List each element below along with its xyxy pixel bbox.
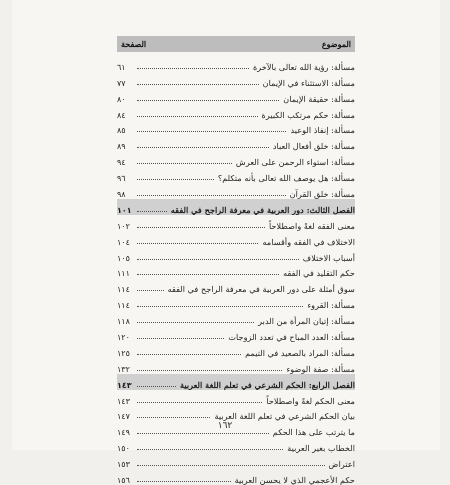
toc-entry-title: الخطاب بغير العربية	[287, 443, 355, 454]
toc-entry	[117, 215, 355, 231]
dot-leader	[137, 211, 167, 212]
dot-leader	[137, 481, 231, 482]
dot-leader	[137, 322, 254, 323]
toc-entry-page: ٧٧	[117, 78, 126, 88]
toc-entry-page: ٨٤	[117, 110, 126, 120]
dot-leader	[137, 259, 299, 260]
toc-entry-title: معنى الفقه لغةً واصطلاحاً	[268, 220, 355, 231]
toc-entry	[117, 469, 355, 485]
toc-entry-page: ١٤٩	[117, 428, 130, 438]
toc-entry-title: مسألة: القروء	[307, 300, 355, 311]
toc-entry-title: حكم الأعجمي الذي لا يحسن العربية	[234, 475, 355, 485]
toc-entry-title: مسألة: خلق القرآن	[289, 189, 355, 200]
toc-entry	[117, 326, 355, 342]
dot-leader	[137, 131, 286, 132]
toc-entry-page: ١٠٢	[117, 221, 130, 231]
dot-leader	[137, 354, 241, 355]
toc-entry-title: اعتراض	[328, 459, 355, 470]
toc-chapter-heading	[117, 199, 355, 215]
toc-entry	[117, 135, 355, 151]
toc-entry	[117, 231, 355, 247]
toc-entry-page: ١١٨	[117, 317, 130, 327]
dot-leader	[137, 306, 303, 307]
toc-entry-title: مسألة: رؤية الله تعالى بالآخرة	[252, 61, 355, 72]
toc-entry	[117, 278, 355, 294]
toc-entry-title: مسألة: الاستثناء في الإيمان	[262, 77, 355, 88]
toc-entry-page: ١٥٣	[117, 460, 130, 470]
toc-entry	[117, 247, 355, 263]
toc-entry-page: ١٤٣	[117, 396, 130, 406]
toc-entry	[117, 72, 355, 88]
toc-entry-page: ٩٨	[117, 190, 126, 200]
toc-entry-page: ١١١	[117, 269, 130, 279]
toc-entry	[117, 56, 355, 72]
toc-entry	[117, 406, 355, 422]
toc-entry-page: ٦١	[117, 62, 126, 72]
toc-entry-page: ٩٦	[117, 174, 126, 184]
toc-entry	[117, 151, 355, 167]
dot-leader	[137, 417, 210, 418]
toc-entry-page: ٩٤	[117, 158, 126, 168]
toc-entry-page: ٨٩	[117, 142, 126, 152]
toc-entry-title: مسألة: إتيان المرأة من الدبر	[258, 316, 355, 327]
toc-entry-title: مسألة: صفة الوضوء	[286, 363, 355, 374]
dot-leader	[137, 195, 286, 196]
toc-entry-title: الاختلاف في الفقه وأقسامه	[262, 236, 355, 247]
toc-entry	[117, 294, 355, 310]
toc-entry-page: ١٥٦	[117, 476, 130, 485]
toc-entry	[117, 390, 355, 406]
toc-entry-title: سوق أمثلة على دور العربية في معرفة الراجح في الفقه	[167, 284, 355, 295]
toc-entry-page: ١٢٥	[117, 348, 130, 358]
toc-entry-title: مسألة: هل يوصف الله تعالى بأنه متكلم؟	[217, 173, 355, 184]
topic-column-label: الموضوع	[321, 39, 351, 49]
toc-entry	[117, 120, 355, 136]
toc-entry	[117, 453, 355, 469]
toc-entry	[117, 437, 355, 453]
toc-entry	[117, 183, 355, 199]
toc-entry	[117, 358, 355, 374]
page-number: ١٦٢	[217, 421, 233, 431]
toc-entry	[117, 310, 355, 326]
page-column-label: الصفحة	[121, 39, 147, 49]
toc-entry	[117, 104, 355, 120]
dot-leader	[137, 68, 249, 69]
dot-leader	[137, 274, 279, 275]
toc-entry-page: ١٠٤	[117, 237, 130, 247]
toc-entry-page: ١٤٣	[117, 380, 132, 390]
dot-leader	[137, 433, 269, 434]
toc-entry-title: مسألة: حقيقة الإيمان	[283, 93, 355, 104]
toc-entry-title: حكم التقليد في الفقه	[283, 268, 355, 279]
toc-entry-page: ١٢٠	[117, 333, 130, 343]
toc-entry-title: مسألة: المراد بالصعيد في التيمم	[245, 347, 355, 358]
toc-entry-title: الفصل الرابع: الحكم الشرعي في تعلم اللغة العربية	[179, 379, 355, 390]
dot-leader	[137, 402, 262, 403]
dot-leader	[137, 243, 258, 244]
toc-entry-page: ٨٠	[117, 94, 126, 104]
dot-leader	[137, 84, 259, 85]
toc-entry-page: ٨٥	[117, 126, 126, 136]
dot-leader	[137, 290, 164, 291]
dot-leader	[137, 338, 224, 339]
dot-leader	[137, 116, 258, 117]
dot-leader	[137, 100, 279, 101]
toc-entry-title: مسألة: حكم مرتكب الكبيرة	[261, 109, 355, 120]
dot-leader	[137, 163, 232, 164]
toc-entry-page: ١١٤	[117, 285, 130, 295]
toc-entry-title: ما يترتب على هذا الحكم	[272, 427, 355, 438]
toc-entry-title: مسألة: إنفاذ الوعيد	[290, 125, 355, 136]
toc-entry	[117, 88, 355, 104]
dot-leader	[137, 179, 214, 180]
toc-chapter-heading	[117, 374, 355, 390]
toc-entry	[117, 342, 355, 358]
toc-entry-page: ١١٤	[117, 301, 130, 311]
dot-leader	[137, 227, 265, 228]
toc-entry-title: الفصل الثالث: دور العربية في معرفة الراجح في الفقه	[170, 204, 355, 215]
toc-entry-title: معنى الحكم لغةً واصطلاحاً	[266, 395, 355, 406]
dot-leader	[137, 465, 325, 466]
toc-header	[117, 36, 355, 52]
dot-leader	[137, 147, 269, 148]
toc-entry	[117, 167, 355, 183]
toc-entry-title: مسألة: خلق أفعال العباد	[272, 141, 355, 152]
toc-entry-page: ١٣٢	[117, 364, 130, 374]
toc-entry-page: ١٥٠	[117, 444, 130, 454]
toc-entry-title: بيان الحكم الشرعي في تعلم اللغة العربية	[214, 411, 355, 422]
toc-entry-page: ١٤٧	[117, 412, 130, 422]
toc-entry-page: ١٠١	[117, 205, 132, 215]
dot-leader	[137, 370, 282, 371]
toc-entry-title: أسباب الاختلاف	[302, 252, 355, 263]
toc-entry	[117, 263, 355, 279]
toc-entry-page: ١٠٥	[117, 253, 130, 263]
dot-leader	[137, 386, 176, 387]
toc-entry-title: مسألة: استواء الرحمن على العرش	[235, 157, 355, 168]
toc-entry-title: مسألة: العدد المباح في تعدد الزوجات	[228, 332, 355, 343]
